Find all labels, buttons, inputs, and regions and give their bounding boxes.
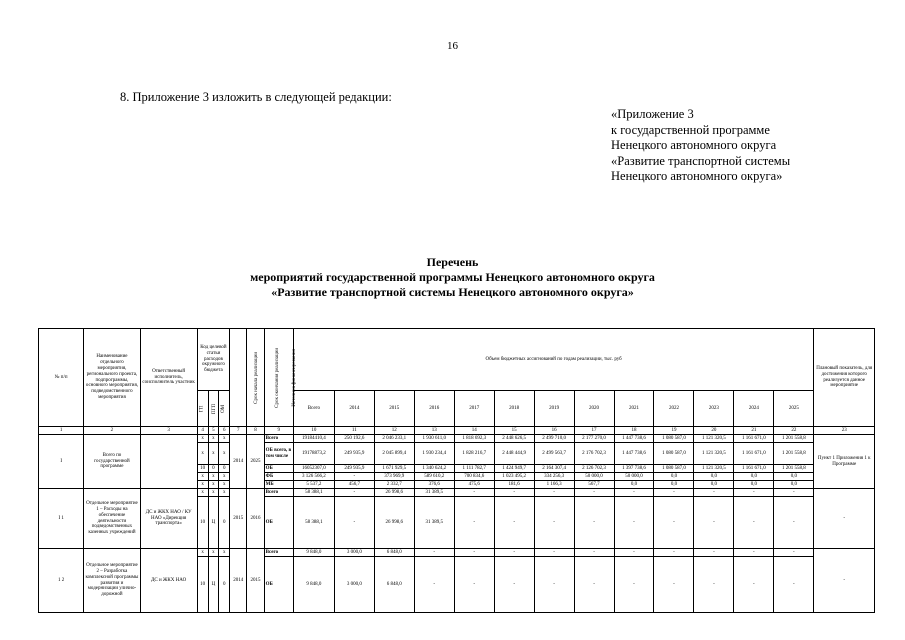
value-cell: - [614,549,654,557]
value-cell: 1 111 782,7 [454,465,494,473]
value-cell: 2 499 710,0 [534,435,574,443]
value-cell: 1 161 671,0 [734,465,774,473]
document-title [0,255,905,300]
value-cell: 2 448 444,9 [494,443,534,465]
budget-code-cell: Ц [208,497,219,549]
budget-code-cell: х [208,473,219,481]
value-cell: - [774,497,814,549]
value-cell: 1 397 738,6 [614,465,654,473]
header-year: 2017 [454,391,494,427]
header-year: 2022 [654,391,694,427]
header-year: 2014 [334,391,374,427]
annex-header [611,107,790,185]
title-line: Перечень [426,255,479,269]
value-cell: - [734,549,774,557]
header-year: 2020 [574,391,614,427]
value-cell: - [694,489,734,497]
header-responsible: Ответственный исполнитель, соисполнитель участник [140,329,197,427]
value-cell: - [654,557,694,613]
budget-code-cell: 0 [208,465,219,473]
value-cell: 1 161 671,0 [734,435,774,443]
value-cell: - [574,497,614,549]
column-number-cell: 21 [734,427,774,435]
value-cell: 1 201 558,8 [774,443,814,465]
annex-line: Ненецкого автономного округа [611,138,777,152]
header-year: 2015 [374,391,414,427]
value-cell: 0,0 [614,481,654,489]
row-number: I 1 [39,489,84,549]
funding-source: ОБ [264,557,293,613]
value-cell: 5 537,2 [293,481,334,489]
budget-code-cell: Ц [208,557,219,613]
value-cell: - [614,497,654,549]
value-cell: - [654,497,694,549]
value-cell: 2 177 270,0 [574,435,614,443]
column-number-cell: 3 [140,427,197,435]
value-cell: 1 023 495,2 [494,473,534,481]
column-number-cell: 12 [374,427,414,435]
budget-code-cell: х [197,489,208,497]
value-cell: 6 848,0 [374,557,414,613]
annex-line: к государственной программе [611,122,770,137]
value-cell: 31 389,5 [414,497,454,549]
header-row [39,329,875,391]
budget-code-cell: 0 [219,497,230,549]
value-cell: 2 164 307,4 [534,465,574,473]
value-cell: 3 000,0 [334,549,374,557]
column-number-cell: 5 [208,427,219,435]
budget-code-cell: х [197,481,208,489]
value-cell: 1 424 949,7 [494,465,534,473]
value-cell: 19178873,2 [293,443,334,465]
budget-code-cell: х [219,481,230,489]
value-cell: 0,0 [774,473,814,481]
value-cell: 1 201 558,8 [774,435,814,443]
value-cell: - [534,557,574,613]
value-cell: 376,6 [414,481,454,489]
funding-source: Всего [264,549,293,557]
value-cell: 6 848,0 [374,549,414,557]
column-number-cell: 9 [264,427,293,435]
end-year: 2016 [247,489,264,549]
value-cell: 26 998,6 [374,497,414,549]
value-cell: - [534,549,574,557]
value-cell: - [694,557,734,613]
value-cell: 373 969,9 [374,473,414,481]
measure-name: Всего по государственной программе [84,435,140,489]
value-cell: - [454,489,494,497]
funding-source: ФБ [264,473,293,481]
value-cell: 1 447 738,6 [614,443,654,465]
column-number-cell: 10 [293,427,334,435]
column-number-cell: 2 [84,427,140,435]
value-cell: - [654,549,694,557]
annex-line: «Развитие транспортной системы [611,153,791,168]
responsible-cell [140,435,197,489]
page-number: 16 [447,40,458,52]
table-row [39,549,875,557]
budget-code-cell: х [219,473,230,481]
header-name: Наименование отдельного мероприятия, регионального проекта, подпрограммы, основного мероприятия, подведомственного мероприятия [84,329,140,427]
value-cell: - [614,557,654,613]
column-number-cell: 11 [334,427,374,435]
value-cell: 2 499 563,7 [534,443,574,465]
column-number-cell: 6 [219,427,230,435]
value-cell: 26 998,6 [374,489,414,497]
header-source: Источник финансирования [264,329,293,427]
title-line: мероприятий государственной программы Ненецкого автономного округа [250,270,655,284]
header-pgp: ПГП [208,391,219,427]
value-cell: 16052307,0 [293,465,334,473]
funding-source: ОБ всего, в том числе [264,443,293,465]
funding-source: Всего [264,489,293,497]
value-cell: 250 192,6 [334,435,374,443]
annex-line: Ненецкого автономного округа» [611,169,783,183]
value-cell: - [734,497,774,549]
value-cell: 1 818 692,3 [454,435,494,443]
column-number-row [39,427,875,435]
value-cell: 50 000,0 [574,473,614,481]
value-cell: - [414,549,454,557]
budget-code-cell: х [219,489,230,497]
budget-code-cell: 10 [197,497,208,549]
value-cell: 0,0 [734,481,774,489]
value-cell: - [334,497,374,549]
column-number-cell: 22 [774,427,814,435]
value-cell: 0,0 [694,481,734,489]
header-year: 2019 [534,391,574,427]
value-cell: 0,0 [734,473,774,481]
value-cell: 2 046 233,1 [374,435,414,443]
value-cell: - [494,497,534,549]
table-row [39,435,875,443]
budget-code-cell: х [208,435,219,443]
value-cell: 1 828 216,7 [454,443,494,465]
value-cell: - [454,557,494,613]
value-cell: - [694,497,734,549]
budget-code-cell: х [208,481,219,489]
column-number-cell: 14 [454,427,494,435]
value-cell: 249 935,9 [334,465,374,473]
value-cell: 1 671 929,5 [374,465,414,473]
value-cell: 2 126 702,3 [574,465,614,473]
responsible-cell: ДС и ЖКХ НАО [140,549,197,613]
value-cell: 700 834,6 [454,473,494,481]
value-cell: 1 166,3 [534,481,574,489]
value-cell: - [614,489,654,497]
funding-source: ОБ [264,465,293,473]
value-cell: 0,0 [654,473,694,481]
row-number: 1 2 [39,549,84,613]
value-cell: - [574,489,614,497]
budget-code-cell: х [219,443,230,465]
funding-source: МБ [264,481,293,489]
value-cell: 1 121 320,5 [694,435,734,443]
value-cell: 9 848,0 [293,549,334,557]
value-cell: 58 388,1 [293,497,334,549]
header-year: 2021 [614,391,654,427]
header-total: Всего [293,391,334,427]
value-cell: 1 447 738,6 [614,435,654,443]
header-indicator: Плановый показатель, для достижения которого реализуется данное мероприятие [814,329,875,427]
header-year: 2024 [734,391,774,427]
indicator-cell: - [814,489,875,549]
value-cell: - [574,557,614,613]
value-cell: 249 935,9 [334,443,374,465]
value-cell: - [494,489,534,497]
responsible-cell: ДС и ЖКХ НАО / КУ НАО «Дирекция транспорта» [140,489,197,549]
value-cell: 0,0 [774,481,814,489]
value-cell: - [414,557,454,613]
value-cell: 58 388,1 [293,489,334,497]
header-year: 2025 [774,391,814,427]
end-year: 2025 [247,435,264,489]
value-cell: - [694,549,734,557]
value-cell: 1 930 611,0 [414,435,454,443]
header-year: 2018 [494,391,534,427]
value-cell: 19184410,4 [293,435,334,443]
budget-code-cell: х [208,489,219,497]
value-cell: 456,7 [334,481,374,489]
column-number-cell: 23 [814,427,875,435]
value-cell: 2 332,7 [374,481,414,489]
header-end: Срок окончания реализации [247,329,264,427]
budget-code-cell: х [197,435,208,443]
value-cell: 181,6 [494,481,534,489]
indicator-cell: - [814,549,875,613]
column-number-cell: 1 [39,427,84,435]
value-cell: - [654,489,694,497]
value-cell: 1 080 587,0 [654,443,694,465]
value-cell: 1 161 671,0 [734,443,774,465]
value-cell: - [534,489,574,497]
value-cell: 589 610,2 [414,473,454,481]
value-cell: 2 448 626,5 [494,435,534,443]
budget-code-cell: 0 [219,465,230,473]
value-cell: - [334,473,374,481]
budget-code-cell: 10 [197,557,208,613]
funding-source: Всего [264,435,293,443]
budget-code-cell: х [197,443,208,465]
value-cell: 1 201 558,8 [774,465,814,473]
title-line: «Развитие транспортной системы Ненецкого автономного округа» [271,285,634,299]
column-number-cell: 16 [534,427,574,435]
value-cell: 567,7 [574,481,614,489]
table-body [39,329,875,613]
value-cell: - [774,489,814,497]
measure-name: Отдельное мероприятие 1 – Расходы на обеспечение деятельности подведомственных казенных учреждений [84,489,140,549]
budget-code-cell: х [208,443,219,465]
header-budget-code: Код целевой статьи расходов окружного бюджета [197,329,229,391]
header-year: 2023 [694,391,734,427]
value-cell: 334 256,3 [534,473,574,481]
header-volume: Объем бюджетных ассигнований по годам реализации, тыс. руб [293,329,814,391]
value-cell: 3 000,0 [334,557,374,613]
value-cell: 31 389,5 [414,489,454,497]
value-cell: 475,6 [454,481,494,489]
value-cell: 1 121 320,5 [694,465,734,473]
value-cell: - [454,549,494,557]
value-cell: - [534,497,574,549]
column-number-cell: 20 [694,427,734,435]
budget-code-cell: х [219,435,230,443]
value-cell: 0,0 [694,473,734,481]
measure-name: Отдельное мероприятие 2 – Разработка комплексной программы развития и модернизации улично-дорожной [84,549,140,613]
budget-code-cell: х [197,549,208,557]
start-year: 2014 [230,435,247,489]
budget-code-cell: х [197,473,208,481]
column-number-cell: 7 [230,427,247,435]
value-cell: - [734,557,774,613]
funding-source: ОБ [264,497,293,549]
value-cell: 2 045 899,4 [374,443,414,465]
value-cell: - [774,549,814,557]
value-cell: 3 126 566,2 [293,473,334,481]
column-number-cell: 8 [247,427,264,435]
budget-code-cell: х [219,549,230,557]
budget-code-cell: 0 [219,557,230,613]
value-cell: 50 000,0 [614,473,654,481]
budget-code-cell: х [208,549,219,557]
value-cell: - [574,549,614,557]
value-cell: - [494,557,534,613]
budget-code-cell: 10 [197,465,208,473]
column-number-cell: 19 [654,427,694,435]
value-cell: 9 848,0 [293,557,334,613]
value-cell: - [454,497,494,549]
column-number-cell: 4 [197,427,208,435]
column-number-cell: 13 [414,427,454,435]
header-num: № п/п [39,329,84,427]
header-year: 2016 [414,391,454,427]
measures-table [38,328,875,613]
value-cell: - [774,557,814,613]
annex-line: «Приложение 3 [611,107,694,121]
value-cell: 1 930 234,4 [414,443,454,465]
start-year: 2015 [230,489,247,549]
header-om: ОМ [219,391,230,427]
indicator-cell: Пункт 1 Приложения 1 к Программе [814,435,875,489]
row-number: I [39,435,84,489]
end-year: 2015 [247,549,264,613]
value-cell: 1 121 320,5 [694,443,734,465]
value-cell: 0,0 [654,481,694,489]
column-number-cell: 18 [614,427,654,435]
value-cell: 2 176 702,3 [574,443,614,465]
value-cell: - [494,549,534,557]
column-number-cell: 17 [574,427,614,435]
instruction-text: 8. Приложение 3 изложить в следующей редакции: [120,90,392,104]
header-start: Срок начала реализации [230,329,247,427]
value-cell: 1 080 587,0 [654,465,694,473]
header-gp: ГП [197,391,208,427]
value-cell: 1 080 587,0 [654,435,694,443]
start-year: 2014 [230,549,247,613]
value-cell: 1 340 624,2 [414,465,454,473]
value-cell: - [334,489,374,497]
value-cell: - [734,489,774,497]
table-row [39,489,875,497]
column-number-cell: 15 [494,427,534,435]
